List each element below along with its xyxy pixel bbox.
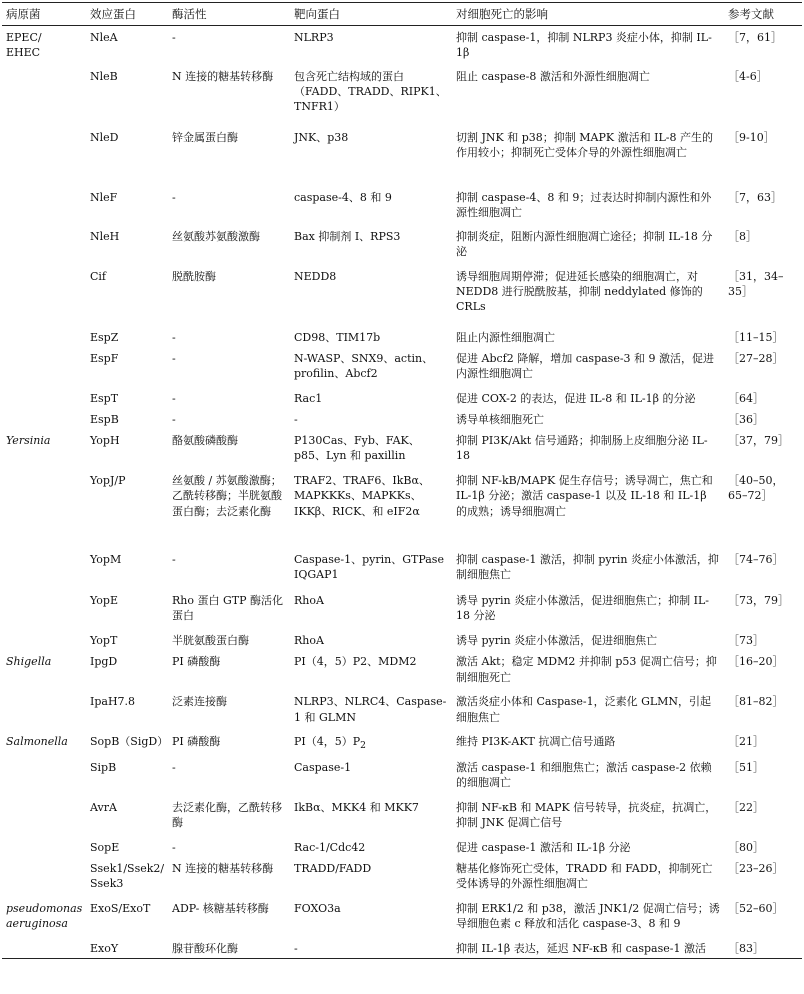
cell-death-effect-cell: 抑制 NF-κB 和 MAPK 信号转导，抗炎症，抗凋亡，抑制 JNK 促凋亡信号 — [456, 800, 717, 829]
effector-cell: NleH — [90, 229, 120, 243]
enzyme-activity-cell: N 连接的糖基转移酶 — [172, 69, 274, 83]
table-row — [2, 629, 802, 650]
pathogen-cell — [2, 836, 86, 857]
table-row — [2, 690, 802, 730]
pathogen-cell — [2, 326, 86, 347]
table-row — [2, 387, 802, 408]
header-references: 参考文献 — [724, 3, 802, 26]
references-cell: ［7，63］ — [728, 190, 782, 204]
effector-cell: Cif — [90, 269, 107, 283]
cell-death-effect-cell: 促进 Abcf2 降解，增加 caspase-3 和 9 激活，促进内源性细胞凋亡 — [456, 351, 715, 380]
cell-death-effect-cell: 维持 PI3K-AKT 抗凋亡信号通路 — [456, 735, 616, 749]
enzyme-activity-cell: - — [172, 840, 176, 854]
target-protein-cell: RhoA — [294, 634, 324, 648]
header-enzyme-activity: 酶活性 — [168, 3, 290, 26]
effector-cell: Ssek1/Ssek2/ Ssek3 — [90, 861, 165, 891]
cell-death-effect-cell: 抑制 caspase-1 激活，抑制 pyrin 炎症小体激活，抑制细胞焦亡 — [456, 553, 719, 582]
table-row — [2, 937, 802, 959]
effector-table-container — [2, 2, 802, 959]
enzyme-activity-cell: PI 磷酸酶 — [172, 735, 221, 749]
references-cell: ［4-6］ — [728, 69, 768, 83]
references-cell: ［27–28］ — [728, 351, 784, 365]
target-protein-cell: - — [290, 937, 452, 959]
table-row — [2, 469, 802, 548]
effector-cell: EspT — [90, 391, 119, 405]
references-cell: ［52–60］ — [728, 901, 784, 915]
target-protein-cell: RhoA — [294, 594, 324, 608]
table-row — [2, 326, 802, 347]
references-cell: ［83］ — [724, 937, 802, 959]
table-row — [2, 186, 802, 225]
references-cell: ［21］ — [728, 735, 764, 749]
enzyme-activity-cell: Rho 蛋白 GTP 酶活化蛋白 — [172, 594, 284, 623]
target-protein-cell: TRAF2、TRAF6、IkBα、MAPKKKs、MAPKKs、IKKβ、RICK、和 eIF2α — [294, 474, 430, 518]
cell-death-effect-cell: 抑制 ERK1/2 和 p38，激活 JNK1/2 促凋亡信号；诱导细胞色素 c 释放和活化 caspase-3、8 和 9 — [456, 901, 720, 931]
cell-death-effect-cell: 促进 caspase-1 激活和 IL-1β 分泌 — [456, 840, 631, 854]
cell-death-effect-cell: 诱导 pyrin 炎症小体激活，促进细胞焦亡 — [456, 634, 658, 648]
pathogen-cell — [2, 548, 86, 589]
references-cell: ［7，61］ — [728, 31, 782, 44]
table-row — [2, 548, 802, 589]
target-protein-cell: NLRP3、NLRC4、Caspase-1 和 GLMN — [294, 695, 447, 724]
table-row — [2, 756, 802, 796]
cell-death-effect-cell: 抑制 caspase-1，抑制 NLRP3 炎症小体，抑制 IL-1β — [456, 31, 712, 60]
cell-death-effect-cell: 诱导单核细胞死亡 — [456, 412, 544, 426]
enzyme-activity-cell: 丝氨酸苏氨酸激酶 — [172, 229, 260, 243]
enzyme-activity-cell: 半胱氨酸蛋白酶 — [172, 634, 249, 648]
target-protein-cell: TRADD/FADD — [294, 861, 372, 875]
effector-cell: SopE — [90, 840, 120, 854]
cell-death-effect-cell: 阻止 caspase-8 激活和外源性细胞凋亡 — [456, 69, 650, 83]
cell-death-effect-cell: 抑制 IL-1β 表达，延迟 NF-κB 和 caspase-1 激活 — [452, 937, 724, 959]
table-row — [2, 836, 802, 857]
pathogen-cell — [2, 469, 86, 548]
pathogen-cell — [2, 857, 86, 897]
references-cell: ［8］ — [728, 229, 757, 243]
pathogen-cell — [2, 756, 86, 796]
enzyme-activity-cell: 锌金属蛋白酶 — [172, 130, 238, 144]
references-cell: ［74–76］ — [728, 553, 784, 567]
header-target-protein: 靶向蛋白 — [290, 3, 452, 26]
references-cell: ［16–20］ — [728, 655, 784, 669]
effector-cell: NleD — [90, 130, 119, 144]
table-row — [2, 650, 802, 690]
references-cell: ［73］ — [728, 634, 764, 648]
table-row — [2, 26, 802, 65]
effector-cell: IpaH7.8 — [90, 695, 136, 709]
effector-cell: EspB — [90, 412, 119, 426]
target-protein-cell: Rac1 — [294, 391, 323, 405]
pathogen-cell — [2, 937, 86, 959]
pathogen-cell — [2, 265, 86, 326]
target-protein-cell: Rac-1/Cdc42 — [294, 840, 366, 854]
pathogen-cell — [2, 347, 86, 387]
effector-cell: NleF — [90, 190, 118, 204]
enzyme-activity-cell: ADP- 核糖基转移酶 — [172, 901, 269, 915]
enzyme-activity-cell: - — [172, 412, 176, 426]
target-protein-cell: CD98、TIM17b — [294, 330, 381, 344]
table-row — [2, 857, 802, 897]
cell-death-effect-cell: 糖基化修饰死亡受体，TRADD 和 FADD，抑制死亡受体诱导的外源性细胞凋亡 — [456, 861, 713, 891]
cell-death-effect-cell: 激活 caspase-1 和细胞焦亡；激活 caspase-2 依赖的细胞凋亡 — [456, 760, 712, 789]
references-cell: ［81–82］ — [728, 695, 784, 709]
effector-cell: YopT — [90, 634, 118, 648]
cell-death-effect-cell: 诱导细胞周期停滞；促进延长感染的细胞凋亡，对 NEDD8 进行脱酰胺基，抑制 neddylated 修饰的 CRLs — [456, 269, 703, 313]
table-row — [2, 796, 802, 836]
target-protein-cell: Caspase-1 — [294, 760, 352, 774]
enzyme-activity-cell: N 连接的糖基转移酶 — [172, 861, 274, 875]
references-cell: ［64］ — [728, 391, 764, 405]
enzyme-activity-cell: 酪氨酸磷酸酶 — [172, 434, 238, 448]
cell-death-effect-cell: 阻止内源性细胞凋亡 — [456, 330, 555, 344]
enzyme-activity-cell: - — [172, 760, 176, 774]
references-cell: ［73，79］ — [728, 594, 789, 608]
enzyme-activity-cell: 去泛素化酶，乙酰转移酶 — [172, 800, 282, 829]
effector-cell: SopB（SigD） — [90, 735, 168, 749]
target-protein-cell: caspase-4、8 和 9 — [294, 190, 392, 204]
table-body — [2, 26, 802, 959]
cell-death-effect-cell: 抑制 NF-kB/MAPK 促生存信号；诱导凋亡，焦亡和 IL-1β 分泌；激活 caspase-1 以及 IL-18 和 IL-1β 的成熟；诱导细胞凋亡 — [456, 474, 713, 518]
references-cell: ［37，79］ — [728, 434, 789, 448]
cell-death-effect-cell: 激活 Akt；稳定 MDM2 并抑制 p53 促凋亡信号；抑制细胞死亡 — [456, 655, 717, 684]
target-protein-cell: - — [294, 412, 298, 426]
effector-cell: IpgD — [90, 655, 118, 669]
table-row — [2, 265, 802, 326]
effector-cell: NleA — [90, 31, 118, 44]
enzyme-activity-cell: - — [172, 391, 176, 405]
effector-cell: EspZ — [90, 330, 119, 344]
cell-death-effect-cell: 切割 JNK 和 p38；抑制 MAPK 激活和 IL-8 产生的作用较小；抑制死亡受体介导的外源性细胞凋亡 — [456, 130, 713, 159]
cell-death-effect-cell: 抑制 PI3K/Akt 信号通路；抑制肠上皮细胞分泌 IL-18 — [456, 434, 708, 463]
target-protein-cell: NLRP3 — [294, 31, 334, 44]
target-protein-cell: IkBα、MKK4 和 MKK7 — [294, 800, 419, 814]
pathogen-cell: pseudomonas aeruginosa — [6, 901, 83, 931]
table-row — [2, 897, 802, 937]
references-cell: ［51］ — [728, 760, 764, 774]
enzyme-activity-cell: - — [172, 31, 176, 44]
pathogen-cell — [2, 387, 86, 408]
table-row — [2, 126, 802, 186]
pathogen-cell: EPEC/ EHEC — [6, 31, 42, 60]
enzyme-activity-cell: 腺苷酸环化酶 — [168, 937, 290, 959]
table-row — [2, 589, 802, 629]
target-protein-cell: Caspase-1、pyrin、GTPase IQGAP1 — [294, 553, 444, 582]
pathogen-cell — [2, 589, 86, 629]
header-row — [2, 3, 802, 26]
enzyme-activity-cell: - — [172, 330, 176, 344]
header-effector: 效应蛋白 — [86, 3, 168, 26]
references-cell: ［31，34–35］ — [728, 269, 784, 298]
enzyme-activity-cell: - — [172, 553, 176, 567]
header-cell-death-effect: 对细胞死亡的影响 — [452, 3, 724, 26]
target-protein-cell: FOXO3a — [294, 901, 341, 915]
effector-table — [2, 2, 802, 959]
references-cell: ［22］ — [728, 800, 764, 814]
cell-death-effect-cell: 激活炎症小体和 Caspase-1，泛素化 GLMN，引起细胞焦亡 — [456, 695, 712, 724]
effector-cell: NleB — [90, 69, 118, 83]
references-cell: ［80］ — [728, 840, 764, 854]
enzyme-activity-cell: 泛素连接酶 — [172, 695, 227, 709]
pathogen-cell: Yersinia — [6, 434, 51, 448]
target-protein-cell: JNK、p38 — [294, 130, 349, 144]
pathogen-cell — [2, 65, 86, 126]
enzyme-activity-cell: PI 磷酸酶 — [172, 655, 221, 669]
references-cell: ［36］ — [728, 412, 764, 426]
pathogen-cell — [2, 225, 86, 265]
target-protein-cell: PI（4，5）P2、MDM2 — [294, 655, 417, 669]
enzyme-activity-cell: - — [172, 351, 176, 365]
pathogen-cell: Salmonella — [6, 735, 68, 749]
references-cell: ［23–26］ — [728, 861, 784, 875]
pathogen-cell — [2, 796, 86, 836]
target-protein-cell: 包含死亡结构域的蛋白（FADD、TRADD、RIPK1、TNFR1） — [294, 69, 447, 113]
target-protein-cell: NEDD8 — [294, 269, 337, 283]
references-cell: ［40–50，65–72］ — [728, 474, 784, 503]
effector-cell: SipB — [90, 760, 117, 774]
effector-cell: ExoS/ExoT — [90, 901, 151, 915]
subscript: 2 — [360, 740, 366, 752]
enzyme-activity-cell: 丝氨酸 / 苏氨酸激酶；乙酰转移酶；半胱氨酸蛋白酶；去泛素化酶 — [172, 474, 282, 518]
effector-cell: YopM — [90, 553, 122, 567]
table-row — [2, 65, 802, 126]
target-protein-cell: N-WASP、SNX9、actin、profilin、Abcf2 — [294, 351, 434, 380]
table-row — [2, 225, 802, 265]
cell-death-effect-cell: 促进 COX-2 的表达，促进 IL-8 和 IL-1β 的分泌 — [456, 391, 696, 405]
cell-death-effect-cell: 诱导 pyrin 炎症小体激活，促进细胞焦亡；抑制 IL-18 分泌 — [456, 594, 709, 623]
effector-cell: YopE — [90, 594, 118, 608]
table-row — [2, 408, 802, 429]
header-pathogen: 病原菌 — [2, 3, 86, 26]
cell-death-effect-cell: 抑制 caspase-4、8 和 9；过表达时抑制内源性和外源性细胞凋亡 — [456, 190, 712, 219]
pathogen-cell — [2, 408, 86, 429]
target-protein-cell: P130Cas、Fyb、FAK、p85、Lyn 和 paxillin — [294, 434, 420, 463]
pathogen-cell — [2, 126, 86, 186]
pathogen-cell — [2, 690, 86, 730]
pathogen-cell — [2, 629, 86, 650]
effector-cell: ExoY — [86, 937, 168, 959]
enzyme-activity-cell: 脱酰胺酶 — [172, 269, 216, 283]
cell-death-effect-cell: 抑制炎症，阻断内源性细胞凋亡途径；抑制 IL-18 分泌 — [456, 229, 713, 258]
references-cell: ［9-10］ — [728, 130, 775, 144]
target-protein-cell: PI（4，$5)P_2$ — [294, 735, 366, 752]
enzyme-activity-cell: - — [172, 190, 176, 204]
target-protein-cell: Bax 抑制剂 I、RPS3 — [294, 229, 401, 243]
pathogen-cell — [2, 186, 86, 225]
effector-cell: YopH — [90, 434, 120, 448]
pathogen-cell: Shigella — [6, 655, 52, 669]
references-cell: ［11–15］ — [728, 330, 784, 344]
table-row — [2, 730, 802, 755]
table-row — [2, 429, 802, 469]
effector-cell: AvrA — [90, 800, 117, 814]
effector-cell: YopJ/P — [90, 474, 126, 488]
effector-cell: EspF — [90, 351, 119, 365]
table-row — [2, 347, 802, 387]
